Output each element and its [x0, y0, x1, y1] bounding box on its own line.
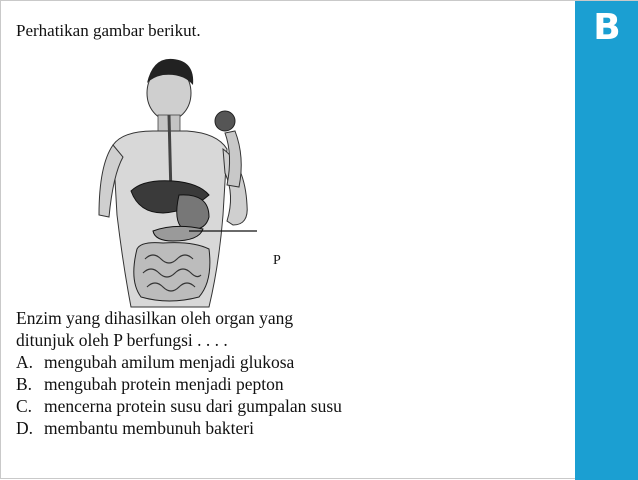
- question-body: [16, 307, 368, 439]
- option-text: membantu membunuh bakteri: [44, 418, 254, 438]
- option-d[interactable]: [16, 417, 368, 439]
- answer-bar: [575, 1, 638, 480]
- figure-label-p: P: [273, 253, 281, 268]
- question-card: [13, 15, 369, 459]
- option-a[interactable]: [16, 351, 368, 373]
- option-letter: C.: [16, 396, 33, 416]
- option-text: mengubah protein menjadi pepton: [44, 374, 284, 394]
- digestive-system-figure: [13, 45, 369, 310]
- option-letter: B.: [16, 374, 33, 394]
- answer-letter: B: [593, 7, 621, 48]
- option-c[interactable]: [16, 395, 368, 417]
- option-letter: A.: [16, 352, 34, 372]
- human-digestive-illustration: [13, 45, 369, 310]
- question-stem-line-1: Enzim yang dihasilkan oleh organ yang: [16, 308, 294, 328]
- option-letter: D.: [16, 418, 34, 438]
- question-stem-line-2: ditunjuk oleh P berfungsi . . . .: [16, 330, 228, 350]
- question-intro: Perhatikan gambar berikut.: [16, 21, 201, 40]
- option-text: mencerna protein susu dari gumpalan susu: [44, 396, 342, 416]
- option-text: mengubah amilum menjadi glukosa: [44, 352, 295, 372]
- option-b[interactable]: [16, 373, 368, 395]
